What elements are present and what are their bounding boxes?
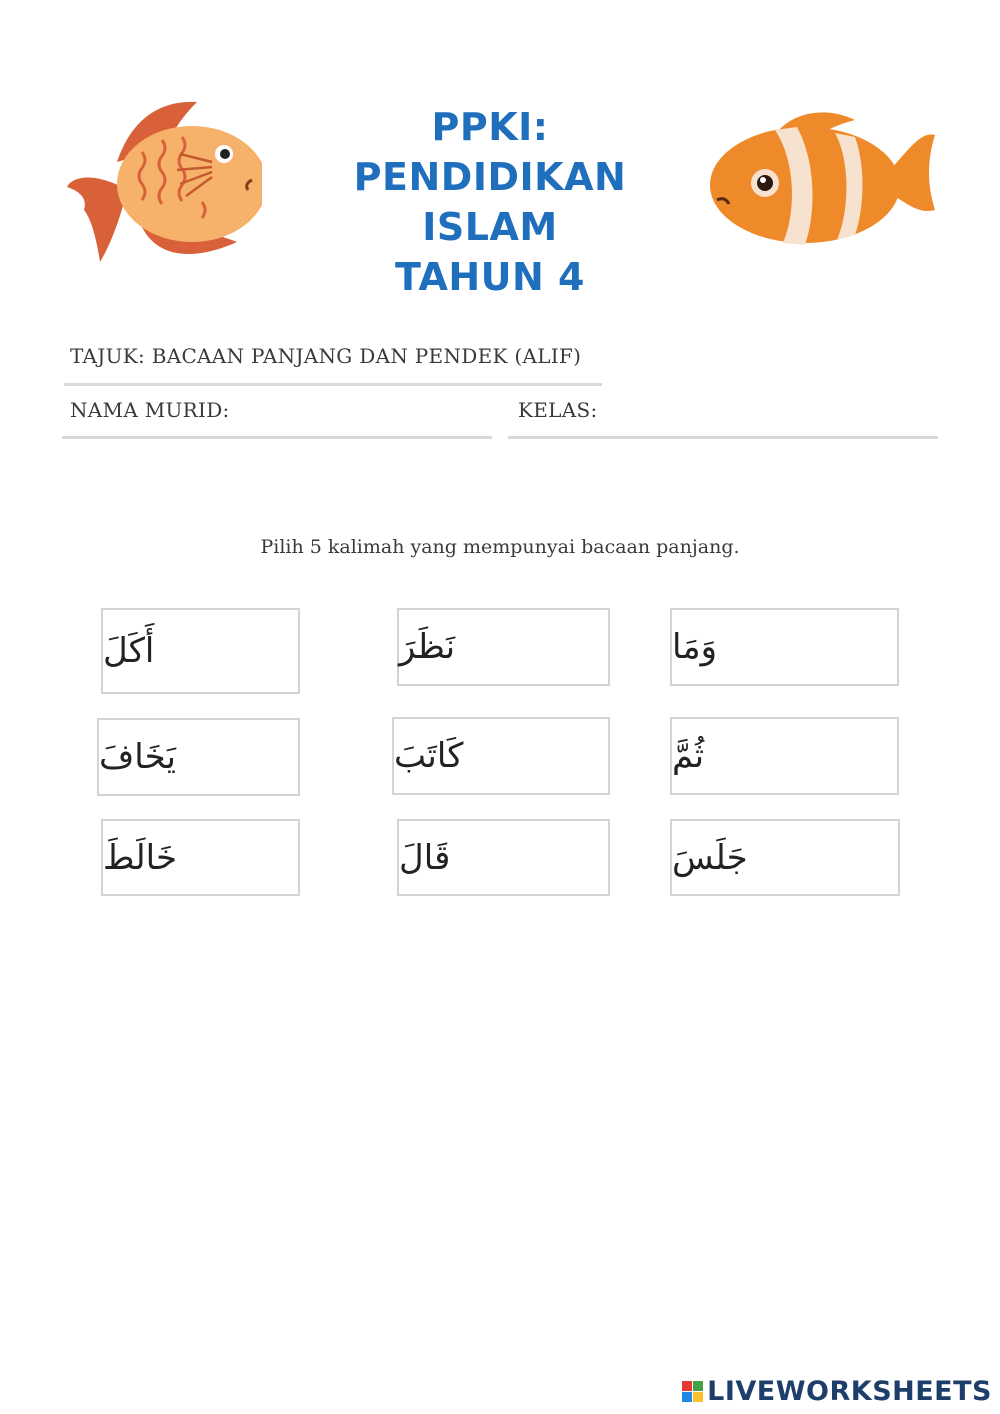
- option-box[interactable]: قَالَ: [397, 819, 610, 896]
- class-field[interactable]: [508, 436, 938, 439]
- topic-underline: [64, 383, 602, 386]
- logo-block: [693, 1392, 703, 1402]
- logo-block: [693, 1381, 703, 1391]
- title-line-1: PPKI:: [431, 105, 549, 149]
- logo-block: [682, 1381, 692, 1391]
- clownfish-illustration-right: [705, 105, 940, 255]
- liveworksheets-logo[interactable]: [682, 1376, 992, 1407]
- instruction-text: Pilih 5 kalimah yang mempunyai bacaan panjang.: [260, 536, 740, 558]
- title-line-3: ISLAM: [422, 205, 558, 249]
- option-box[interactable]: جَلَسَ: [670, 819, 900, 896]
- topic-label: TAJUK: BACAAN PANJANG DAN PENDEK (ALIF): [70, 344, 582, 368]
- fish-illustration-left: [62, 92, 262, 272]
- option-box[interactable]: نَظَرَ: [397, 608, 610, 686]
- student-name-label: NAMA MURID:: [70, 398, 230, 422]
- option-box[interactable]: يَخَافَ: [97, 718, 300, 796]
- option-box[interactable]: أَكَلَ: [101, 608, 300, 694]
- option-box[interactable]: كَاتَبَ: [392, 717, 610, 795]
- title-line-4: TAHUN 4: [394, 255, 585, 299]
- option-box[interactable]: خَالَطَ: [101, 819, 300, 896]
- logo-block: [682, 1392, 692, 1402]
- liveworksheets-logo-icon: [682, 1381, 703, 1402]
- option-box[interactable]: ثُمَّ: [670, 717, 899, 795]
- title-line-2: PENDIDIKAN: [353, 155, 627, 199]
- student-name-field[interactable]: [62, 436, 492, 439]
- option-box[interactable]: وَمَا: [670, 608, 899, 686]
- class-label: KELAS:: [518, 398, 598, 422]
- worksheet-title: [290, 102, 690, 302]
- brand-name: LIVEWORKSHEETS: [707, 1376, 992, 1407]
